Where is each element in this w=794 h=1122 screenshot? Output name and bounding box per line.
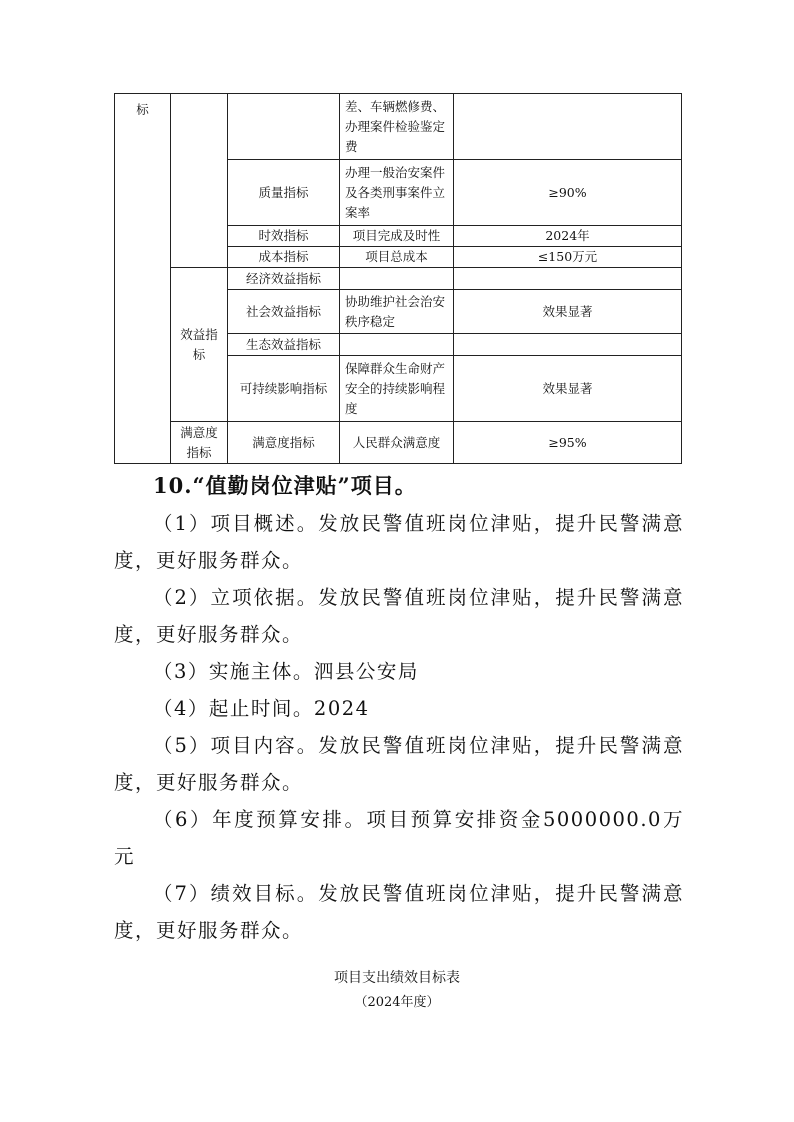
table-cell: 保障群众生命财产安全的持续影响程度: [340, 356, 454, 422]
table-cell: ≥90%: [454, 160, 682, 226]
table-caption-title: 项目支出绩效目标表: [334, 970, 460, 986]
paragraph: （5）项目内容。发放民警值班岗位津贴，提升民警满意度，更好服务群众。: [114, 734, 684, 794]
table-cell: [228, 94, 340, 160]
table-cell: [340, 334, 454, 356]
table-row: [115, 94, 682, 160]
performance-indicator-table: [114, 93, 682, 464]
table-cell: ≤150万元: [454, 247, 682, 268]
paragraph: （3）实施主体。泗县公安局: [153, 660, 419, 683]
paragraph: （1）项目概述。发放民警值班岗位津贴，提升民警满意度，更好服务群众。: [114, 512, 684, 572]
table-cell: [340, 268, 454, 290]
table-cell: 2024年: [454, 226, 682, 247]
section-body: [114, 505, 684, 949]
table-cell: 满意度指标: [171, 422, 228, 464]
table-cell: 项目完成及时性: [340, 226, 454, 247]
table-cell: 效果显著: [454, 290, 682, 334]
table-row: [115, 268, 682, 290]
table-cell: [454, 334, 682, 356]
section-title: 10.“值勤岗位津贴”项目。: [153, 473, 417, 498]
table-cell: [171, 94, 228, 268]
table-cell: 办理一般治安案件及各类刑事案件立案率: [340, 160, 454, 226]
table-cell: 成本指标: [228, 247, 340, 268]
table-cell: 满意度指标: [228, 422, 340, 464]
table-caption-year: （2024年度）: [354, 995, 440, 1010]
table-cell: 效果显著: [454, 356, 682, 422]
paragraph: （6）年度预算安排。项目预算安排资金5000000.0万元: [114, 808, 684, 868]
table-cell: 差、车辆燃修费、办理案件检验鉴定费: [340, 94, 454, 160]
table-cell: 可持续影响指标: [228, 356, 340, 422]
table-cell: 生态效益指标: [228, 334, 340, 356]
table-cell: 标: [115, 94, 171, 464]
table-cell: 时效指标: [228, 226, 340, 247]
table-cell: 人民群众满意度: [340, 422, 454, 464]
table-cell: [454, 268, 682, 290]
table-cell: [454, 94, 682, 160]
paragraph: （2）立项依据。发放民警值班岗位津贴，提升民警满意度，更好服务群众。: [114, 586, 684, 646]
table-cell: 协助维护社会治安秩序稳定: [340, 290, 454, 334]
table-cell: 效益指标: [171, 268, 228, 422]
table-cell: 项目总成本: [340, 247, 454, 268]
table-cell: 质量指标: [228, 160, 340, 226]
table-row: [115, 422, 682, 464]
table-cell: 社会效益指标: [228, 290, 340, 334]
table-cell: ≥95%: [454, 422, 682, 464]
table-cell: 经济效益指标: [228, 268, 340, 290]
paragraph: （7）绩效目标。发放民警值班岗位津贴，提升民警满意度，更好服务群众。: [114, 882, 684, 942]
paragraph: （4）起止时间。2024: [153, 697, 370, 720]
